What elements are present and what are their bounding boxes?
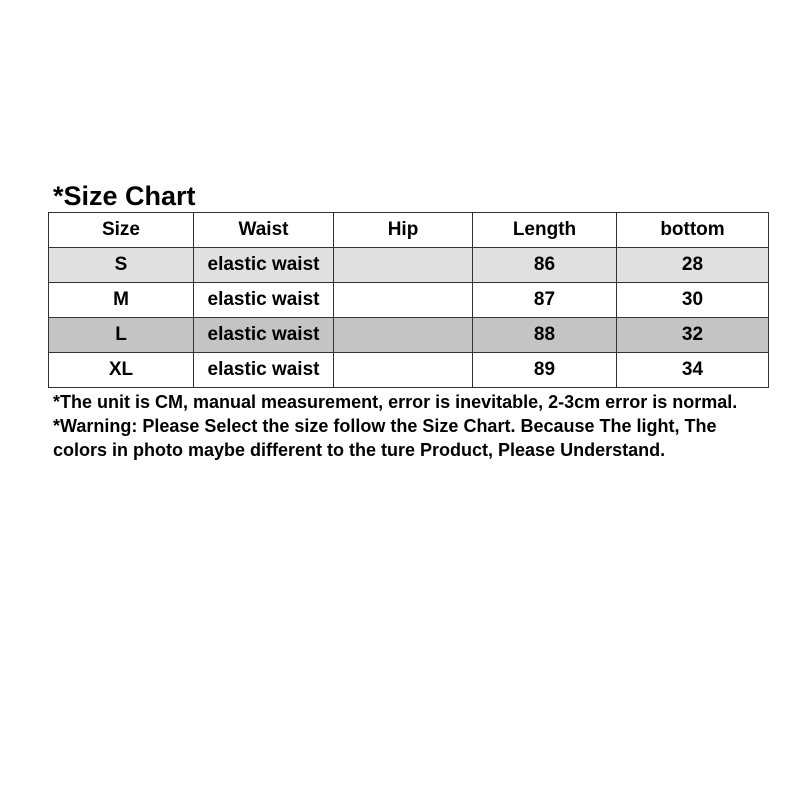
- cell-bottom: 34: [617, 353, 769, 388]
- cell-hip: [334, 318, 473, 353]
- cell-bottom: 30: [617, 283, 769, 318]
- cell-size: M: [49, 283, 194, 318]
- cell-hip: [334, 248, 473, 283]
- cell-size: S: [49, 248, 194, 283]
- cell-waist: elastic waist: [194, 353, 334, 388]
- table-header-row: [49, 213, 769, 248]
- cell-hip: [334, 353, 473, 388]
- measurement-note: *The unit is CM, manual measurement, error is inevitable, 2-3cm error is normal. *Warning: Please Select the size follow the Size Chart. Because The light, The colors in photo maybe different to the ture Product, Please Understand.: [53, 392, 738, 460]
- cell-length: 88: [473, 318, 617, 353]
- table-row: [49, 283, 769, 318]
- cell-waist: elastic waist: [194, 283, 334, 318]
- cell-length: 87: [473, 283, 617, 318]
- cell-waist: elastic waist: [194, 248, 334, 283]
- header-bottom: bottom: [617, 213, 769, 248]
- cell-bottom: 28: [617, 248, 769, 283]
- table-row: [49, 353, 769, 388]
- cell-length: 89: [473, 353, 617, 388]
- header-length: Length: [473, 213, 617, 248]
- cell-size: L: [49, 318, 194, 353]
- header-size: Size: [49, 213, 194, 248]
- cell-waist: elastic waist: [194, 318, 334, 353]
- size-chart-table: [48, 212, 769, 388]
- table-row: [49, 248, 769, 283]
- cell-length: 86: [473, 248, 617, 283]
- cell-bottom: 32: [617, 318, 769, 353]
- cell-size: XL: [49, 353, 194, 388]
- cell-hip: [334, 283, 473, 318]
- header-hip: Hip: [334, 213, 473, 248]
- page-title: *Size Chart: [53, 181, 196, 211]
- table-row: [49, 318, 769, 353]
- header-waist: Waist: [194, 213, 334, 248]
